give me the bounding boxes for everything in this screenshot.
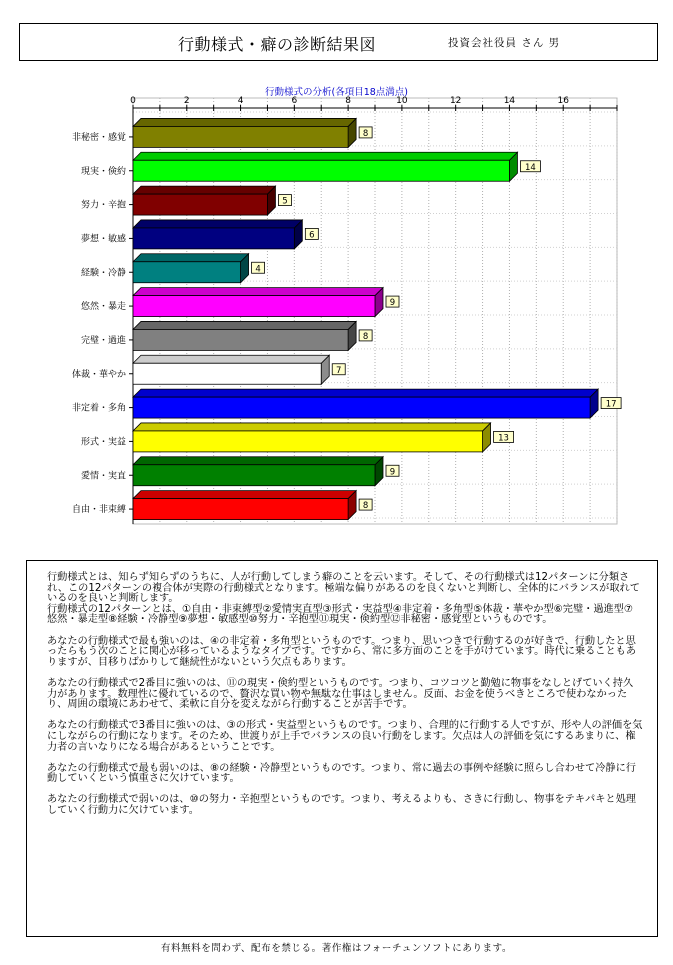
description-paragraph: あなたの行動様式で最も弱いのは、⑧の経験・冷静型というものです。つまり、常に過去の事例や経験に照らし合わせて冷静に行動していくという慎重さに欠けています。 bbox=[47, 762, 636, 785]
copyright-footer: 有料無料を問わず、配布を禁じる。著作権はフォーチュンソフトにあります。 bbox=[160, 943, 513, 954]
description-paragraph: あなたの行動様式で最も強いのは、④の非定着・多角型というものです。つまり、思いつきで行動するのが好きで、行動したと思ったらもう次のことに関心が移っているようなタイプです。ですから、常に多方面のことを手がけています。時代に乗ることもありますが、目移りばかりして継続性がないという欠点もあります。 bbox=[47, 635, 637, 668]
x-tick-label: 0 bbox=[130, 96, 136, 106]
subject-info: 投資会社役員 さん 男 bbox=[448, 37, 561, 49]
category-label: 非定着・多角 bbox=[71, 403, 126, 414]
x-tick-label: 4 bbox=[237, 96, 244, 106]
bar bbox=[133, 254, 249, 283]
category-label: 自由・非束縛 bbox=[71, 505, 126, 516]
category-label: 形式・実益 bbox=[80, 437, 126, 448]
bar bbox=[133, 152, 517, 181]
svg-text:17: 17 bbox=[605, 399, 617, 410]
svg-text:6: 6 bbox=[309, 230, 315, 241]
bar bbox=[133, 389, 598, 418]
bar bbox=[133, 321, 356, 350]
data-label bbox=[386, 465, 399, 477]
category-label: 努力・辛抱 bbox=[80, 200, 126, 211]
data-label bbox=[332, 364, 345, 376]
x-tick-label: 10 bbox=[396, 96, 408, 106]
svg-text:7: 7 bbox=[336, 365, 342, 376]
category-label: 現実・倹約 bbox=[80, 166, 126, 177]
x-tick-label: 2 bbox=[183, 96, 190, 106]
data-label bbox=[278, 195, 291, 207]
data-label bbox=[359, 127, 372, 139]
svg-text:13: 13 bbox=[498, 433, 509, 444]
bar bbox=[133, 186, 275, 215]
description-paragraph: あなたの行動様式で弱いのは、⑩の努力・辛抱型というものです。つまり、考えるよりも、さきに行動し、物事をテキパキと処理していく行動力に欠けています。 bbox=[47, 794, 636, 817]
bar bbox=[133, 491, 356, 520]
bar bbox=[133, 118, 356, 147]
description-paragraph: あなたの行動様式で3番目に強いのは、③の形式・実益型というものです。つまり、合理的に行動する人ですが、形や人の評価を気にしながらの行動になります。そのため、世渡りが上手でバランスの良い行動をします。欠点は人の評価を気にするあまりに、権力者の言いなりになる場合があるということです。 bbox=[47, 720, 643, 753]
bar bbox=[133, 457, 383, 486]
description-paragraph: あなたの行動様式で2番目に強いのは、⑪の現実・倹約型というものです。つまり、コツコツと勤勉に物事をなしとげていく持久力があります。数理性に優れているので、贅沢な買い物や無駄な仕事はしません。反面、お金を使うべきところで使わなかったり、周囲の環境にあわせて、柔軟に自分を変えながら行動することが苦手です。 bbox=[47, 677, 634, 711]
bar bbox=[133, 220, 302, 249]
svg-text:8: 8 bbox=[362, 331, 369, 342]
x-tick-label: 6 bbox=[291, 96, 298, 106]
data-label bbox=[359, 330, 372, 342]
x-tick-label: 8 bbox=[345, 96, 351, 106]
svg-text:9: 9 bbox=[389, 298, 396, 309]
data-label bbox=[305, 228, 318, 240]
svg-text:4: 4 bbox=[255, 264, 261, 275]
category-label: 完璧・過進 bbox=[80, 335, 126, 346]
category-label: 体裁・華やか bbox=[71, 369, 126, 380]
bar bbox=[133, 288, 383, 317]
svg-text:5: 5 bbox=[282, 196, 288, 207]
data-label bbox=[494, 431, 514, 443]
data-label bbox=[359, 499, 372, 511]
chart-title: 行動様式の分析(各項目18点満点) bbox=[264, 87, 408, 98]
data-label bbox=[252, 262, 265, 274]
category-label: 愛情・実直 bbox=[80, 471, 126, 482]
x-tick-label: 12 bbox=[449, 96, 462, 106]
category-label: 悠然・暴走 bbox=[80, 302, 126, 313]
bar bbox=[133, 355, 329, 384]
description-paragraph: 行動様式とは、知らず知らずのうちに、人が行動してしまう癖のことを云います。そして、その行動様式は12パターンに分類され、この12パターンの複合体が実際の行動様式となります。極端な偏りがあるのを良くないと判断し、全体的にバランスが取れているのを良いと判断します。 行動様式の12パターンとは、①自由・非束縛型②愛情実直型③形式・実益型④非定着・多角型⑤体裁・華やか型⑥完璧・過進型⑦悠然・暴走型⑧経験・冷静型⑨夢想・敏感型⑩努力・辛抱型⑪現実・倹約型⑫非秘密・感覚型というものです。 bbox=[47, 572, 640, 626]
data-label bbox=[601, 398, 621, 410]
category-label: 非秘密・感覚 bbox=[71, 132, 126, 143]
svg-text:8: 8 bbox=[362, 128, 369, 139]
data-label bbox=[386, 296, 399, 308]
x-tick-label: 14 bbox=[503, 96, 516, 106]
svg-text:14: 14 bbox=[525, 162, 536, 173]
x-tick-label: 16 bbox=[557, 96, 569, 106]
description-box bbox=[26, 560, 658, 937]
data-label bbox=[520, 161, 540, 173]
svg-text:8: 8 bbox=[362, 501, 369, 512]
category-label: 経験・冷静 bbox=[80, 268, 126, 279]
svg-text:9: 9 bbox=[389, 467, 396, 478]
page-title: 行動様式・癖の診断結果図 bbox=[178, 35, 377, 54]
category-label: 夢想・敏感 bbox=[80, 234, 126, 245]
bar bbox=[133, 423, 491, 452]
